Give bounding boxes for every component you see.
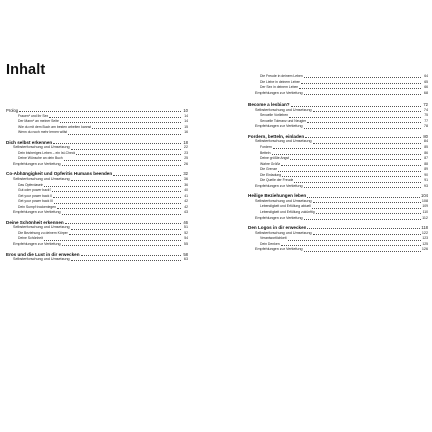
- leader-dots: [294, 181, 421, 183]
- leader-dots: [60, 121, 181, 123]
- leader-dots: [19, 110, 181, 112]
- page-number: 126: [421, 247, 428, 252]
- page-number: 90: [424, 172, 428, 177]
- leader-dots: [299, 87, 421, 89]
- toc-subsection-title: Fordern: [260, 145, 272, 150]
- toc-subsection-title: Wahre Größe: [260, 161, 281, 166]
- toc-section-title: Empfehlungen zur Vertiefung: [255, 215, 303, 220]
- page-number: 55: [183, 242, 188, 247]
- toc-chapter-title: Become a lesbian?: [248, 102, 290, 108]
- leader-dots: [313, 110, 421, 112]
- toc-subsection-title: Der Sex in deinem Leben: [260, 85, 299, 90]
- page-number: 78: [423, 124, 428, 129]
- page-number: 72: [423, 102, 428, 108]
- page-number: 88: [424, 161, 428, 166]
- toc-section-title: Selbsterforschung und Umsetzung: [13, 177, 70, 182]
- toc-subsection-title: Sexuelle Vorlieben: [260, 113, 289, 118]
- leader-dots: [69, 233, 181, 235]
- toc-subsection-title: Get your power back II: [18, 193, 53, 198]
- page-number: 77: [424, 118, 428, 123]
- leader-dots: [273, 147, 421, 149]
- toc-subsection-title: Die Quelle der Freude: [260, 178, 294, 183]
- page-number: 80: [423, 133, 428, 139]
- page-number: 40: [184, 188, 188, 193]
- leader-dots: [304, 127, 421, 129]
- leader-dots: [81, 254, 181, 256]
- toc-subsection-title: Deine Wünsche an dein Buch: [18, 156, 63, 161]
- page-number: 42: [184, 199, 188, 204]
- toc-section-title: Selbsterforschung und Umsetzung: [255, 230, 312, 235]
- page-number: 54: [184, 236, 188, 241]
- toc-subsection-title: Das Opferdasein: [18, 182, 44, 187]
- leader-dots: [62, 244, 181, 246]
- toc-section-entry[interactable]: [248, 247, 428, 253]
- toc-subsection-title: Get your power back III: [18, 199, 54, 204]
- leader-dots: [281, 244, 421, 246]
- leader-dots: [316, 212, 421, 214]
- page-number: 123: [422, 236, 428, 241]
- leader-dots: [71, 259, 181, 261]
- leader-dots: [301, 82, 421, 84]
- toc-chapter-title: Fordern, betteln, einladen: [248, 133, 305, 139]
- leader-dots: [71, 179, 181, 181]
- leader-dots: [53, 142, 181, 144]
- toc-chapter-title: Eros und die Lust in dir erwecken: [6, 251, 80, 257]
- toc-section-entry[interactable]: [6, 257, 188, 263]
- page-number: 108: [421, 198, 428, 203]
- page-number: 91: [424, 178, 428, 183]
- leader-dots: [71, 228, 181, 230]
- leader-dots: [312, 207, 421, 209]
- leader-dots: [65, 222, 181, 224]
- page-number: 66: [424, 85, 428, 90]
- toc-subsection-title: Die Freude in deinem Leben: [260, 74, 303, 78]
- leader-dots: [44, 185, 181, 187]
- toc-section-title: Selbsterforschung und Umsetzung: [13, 145, 70, 150]
- page-number: 36: [183, 177, 188, 182]
- leader-dots: [76, 153, 181, 155]
- page-number: 23: [184, 150, 188, 155]
- page-number: 104: [421, 193, 428, 199]
- toc-subsection-title: Die Grenze: [260, 167, 278, 172]
- toc-subsection-title: Die Liebe in deinem Leben: [260, 79, 301, 84]
- toc-section-title: Empfehlungen zur Vertiefung: [13, 210, 61, 215]
- leader-dots: [44, 239, 181, 241]
- toc-subsection-title: Deine Schönheit: [18, 236, 43, 241]
- page-number: 14: [184, 113, 188, 118]
- leader-dots: [52, 190, 181, 192]
- page-number: 41: [184, 193, 188, 198]
- page-number: 32: [183, 171, 188, 177]
- toc-chapter-title: Dich selbst erkennen: [6, 139, 53, 145]
- toc-subsection-title: Wenn du noch mehr lernen willst: [18, 130, 68, 135]
- toc-subsection-title: Prolog: [6, 108, 19, 113]
- leader-dots: [49, 116, 181, 118]
- page-number: 58: [183, 251, 188, 257]
- page-number: 15: [184, 124, 188, 129]
- page-number: 14: [184, 119, 188, 124]
- toc-section-title: Selbsterforschung und Umsetzung: [255, 139, 312, 144]
- leader-dots: [307, 196, 420, 198]
- leader-dots: [305, 136, 421, 138]
- leader-dots: [304, 250, 421, 252]
- leader-dots: [71, 148, 181, 150]
- page-number: 93: [423, 183, 428, 188]
- page-number: 22: [183, 145, 188, 150]
- page-number: 16: [184, 130, 188, 135]
- toc-subsection-title: Dein Denken: [260, 241, 280, 246]
- page-number: 42: [184, 204, 188, 209]
- page-number: 65: [424, 79, 428, 84]
- toc-chapter-title: Heilige Beziehungen leben: [248, 193, 307, 199]
- toc-subsection-title: Wie du mit dem Buch am besten arbeiten kannst: [18, 124, 92, 129]
- toc-chapter-title: Co-Abhängigkeit und Opferitis Humans beenden: [6, 171, 113, 177]
- leader-dots: [57, 207, 181, 209]
- toc-subsection-title: Lebendigkeit und Erfüllung zukünftig: [260, 210, 315, 215]
- page-number: 68: [423, 90, 428, 95]
- page-number: 109: [422, 204, 428, 209]
- page-number: 46: [183, 219, 188, 225]
- page-number: 18: [183, 139, 188, 145]
- toc-subsection-title: Dein Sumpf trockenlegen: [18, 204, 57, 209]
- leader-dots: [290, 158, 421, 160]
- toc-section-title: Selbsterforschung und Umsetzung: [13, 257, 70, 262]
- page-number: 89: [424, 167, 428, 172]
- page-number: 118: [421, 225, 428, 231]
- toc-subsection-title: Lebendigkeit und Erfüllung aktuell: [260, 204, 311, 209]
- page-title: Inhalt: [6, 62, 46, 78]
- page-number: 26: [183, 161, 188, 166]
- toc-section-title: Empfehlungen zur Vertiefung: [255, 90, 303, 95]
- page-number: 63: [183, 257, 188, 262]
- leader-dots: [62, 213, 181, 215]
- page-number: 75: [424, 113, 428, 118]
- leader-dots: [278, 170, 421, 172]
- page-number: 36: [184, 182, 188, 187]
- page-number: 51: [183, 225, 188, 230]
- leader-dots: [92, 127, 181, 129]
- leader-dots: [307, 227, 420, 229]
- page-number: 84: [423, 139, 428, 144]
- toc-section-title: Empfehlungen zur Vertiefung: [13, 161, 61, 166]
- leader-dots: [282, 175, 421, 177]
- toc-subsection-title: Sexuelle Toleranz und Neugier: [260, 118, 307, 123]
- leader-dots: [304, 218, 421, 220]
- leader-dots: [281, 164, 421, 166]
- leader-dots: [68, 133, 181, 135]
- page-number: 122: [421, 230, 428, 235]
- toc-subsection-title: Die Beziehung zu deinem Körper: [18, 230, 68, 235]
- toc-section-title: Empfehlungen zur Vertiefung: [13, 242, 61, 247]
- leader-dots: [62, 164, 181, 166]
- page-number: 86: [424, 150, 428, 155]
- leader-dots: [304, 186, 421, 188]
- page-number: 85: [424, 145, 428, 150]
- leader-dots: [288, 239, 421, 241]
- page-number: 64: [424, 74, 428, 78]
- page-number: 125: [422, 241, 428, 246]
- toc-section-title: Empfehlungen zur Vertiefung: [255, 124, 303, 129]
- toc-section-title: Selbsterforschung und Umsetzung: [13, 225, 70, 230]
- leader-dots: [313, 201, 421, 203]
- page-number: 43: [183, 210, 188, 215]
- toc-chapter-title: Den Logos in dir erwecken: [248, 225, 307, 231]
- page-number: 74: [423, 107, 428, 112]
- toc-section-title: Selbsterforschung und Umsetzung: [255, 198, 312, 203]
- toc-section-title: Selbsterforschung und Umsetzung: [255, 107, 312, 112]
- page-number: 112: [422, 215, 428, 220]
- leader-dots: [64, 159, 181, 161]
- toc-section-title: Empfehlungen zur Vertiefung: [255, 247, 303, 252]
- page-number: 87: [424, 156, 428, 161]
- leader-dots: [291, 105, 421, 107]
- page-number: 52: [184, 230, 188, 235]
- leader-dots: [313, 142, 421, 144]
- leader-dots: [113, 174, 181, 176]
- leader-dots: [304, 76, 421, 78]
- toc-subsection-title: Betteln: [260, 150, 271, 155]
- leader-dots: [272, 153, 421, 155]
- toc-subsection-title: Dein bisheriges Leben – ein Ist-Check: [18, 150, 76, 155]
- toc-left-column: [6, 108, 188, 263]
- toc-subsection-title: Deine größte Angst: [260, 156, 290, 161]
- page-number: 110: [422, 210, 428, 215]
- toc-subsection-title: Verantwortlichkeit: [260, 236, 287, 241]
- toc-section-title: Empfehlungen zur Vertiefung: [255, 183, 303, 188]
- leader-dots: [53, 196, 181, 198]
- leader-dots: [304, 93, 421, 95]
- leader-dots: [54, 202, 181, 204]
- leader-dots: [307, 121, 421, 123]
- leader-dots: [289, 116, 421, 118]
- toc-subsection-title: Die Einladung: [260, 172, 282, 177]
- leader-dots: [313, 233, 421, 235]
- toc-subsection-title: Frauen* und ihr Sex: [18, 113, 49, 118]
- toc-right-column: [248, 74, 428, 253]
- toc-subsection-title: Der Mann* an meiner Seite: [18, 119, 59, 124]
- toc-subsection-title: Gut oder power back?: [18, 188, 52, 193]
- page-number: 10: [183, 108, 188, 113]
- page-number: 25: [184, 156, 188, 161]
- toc-chapter-title: Deine Schönheit erkennen: [6, 219, 64, 225]
